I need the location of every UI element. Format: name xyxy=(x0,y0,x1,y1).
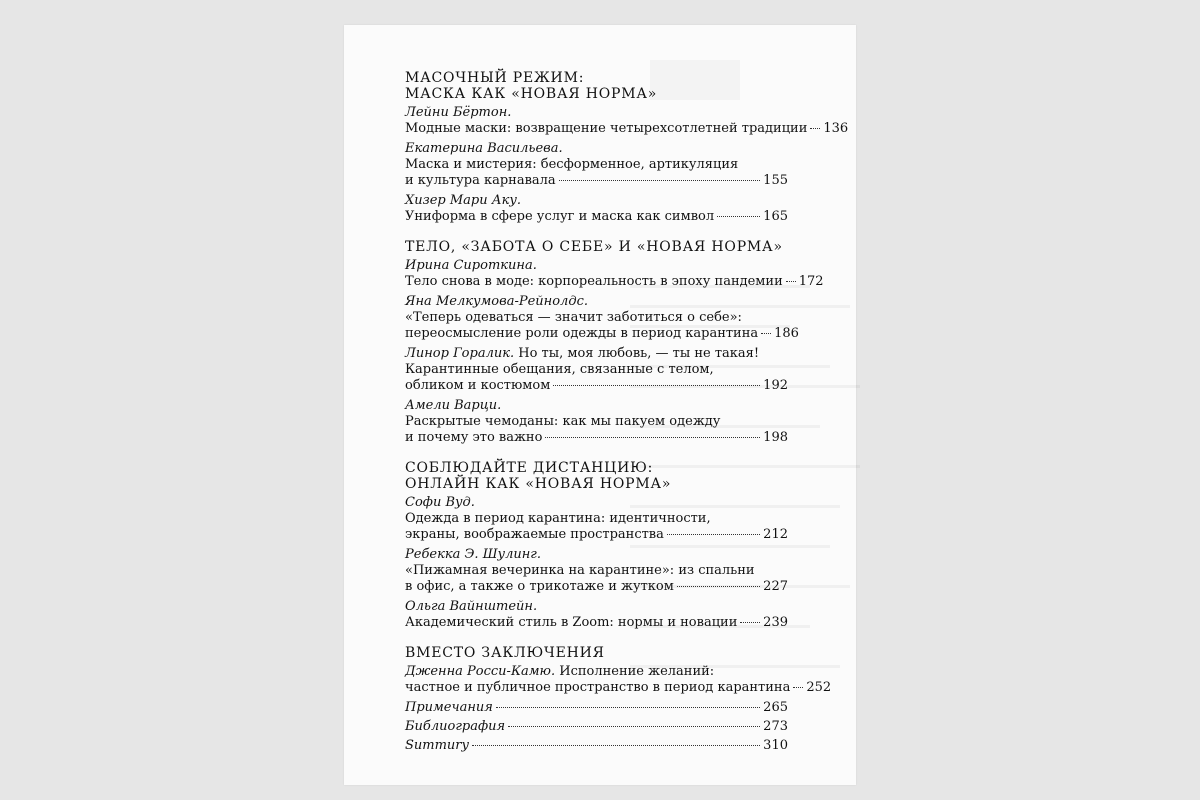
entry-author: Дженна Росси-Камю. xyxy=(405,664,556,679)
toc-entry[interactable] xyxy=(405,193,788,225)
section-gap xyxy=(405,229,788,239)
section-title-line: ОНЛАЙН КАК «НОВАЯ НОРМА» xyxy=(405,476,672,492)
entry-page-row xyxy=(405,680,832,696)
section-title-line: ВМЕСТО ЗАКЛЮЧЕНИЯ xyxy=(405,645,605,661)
entry-author: Амели Варци. xyxy=(405,398,502,413)
entry-title-start: Исполнение желаний: xyxy=(555,664,715,679)
toc-entry[interactable] xyxy=(405,495,788,543)
table-of-contents xyxy=(405,70,849,757)
entry-page-row xyxy=(405,378,788,394)
leader-dots xyxy=(508,726,760,727)
entry-title-last: и культура карнавала xyxy=(405,173,556,188)
leader-dots xyxy=(559,180,761,181)
entry-author-line xyxy=(405,294,788,310)
entry-title-last: переосмысление роли одежды в период карантина xyxy=(405,326,759,341)
entry-page-row xyxy=(405,430,788,446)
entry-page-row xyxy=(405,209,788,225)
entry-title-last: Модные маски: возвращение четырехсотлетней традиции xyxy=(405,121,808,136)
entry-page-row xyxy=(405,274,824,290)
entry-title-last: обликом и костюмом xyxy=(405,378,551,393)
entry-author: Софи Вуд. xyxy=(405,495,475,510)
entry-author: Лейни Бёртон. xyxy=(405,105,512,120)
entry-page-row xyxy=(405,121,849,137)
entry-title-last: Академический стиль в Zoom: нормы и новации xyxy=(405,615,738,630)
leader-dots xyxy=(677,586,760,587)
section-title xyxy=(405,460,788,492)
page-number: 165 xyxy=(763,209,788,224)
entry-author-line xyxy=(405,105,788,121)
section-title-line: ТЕЛО, «ЗАБОТА О СЕБЕ» И «НОВАЯ НОРМА» xyxy=(405,239,783,255)
leader-dots xyxy=(793,687,803,688)
entry-author: Линор Горалик. xyxy=(405,346,515,361)
section-title-line: МАСКА КАК «НОВАЯ НОРМА» xyxy=(405,86,658,102)
section-gap xyxy=(405,635,788,645)
section-title xyxy=(405,70,788,102)
toc-entry[interactable] xyxy=(405,398,788,446)
entry-author-line xyxy=(405,141,788,157)
entry-title-last: экраны, воображаемые пространства xyxy=(405,527,664,542)
entry-title-line: «Теперь одеваться — значит заботиться о себе»: xyxy=(405,310,742,325)
page-number: 172 xyxy=(798,274,824,289)
toc-entry[interactable] xyxy=(405,258,824,290)
section-gap xyxy=(405,450,788,460)
leader-dots xyxy=(740,622,760,623)
entry-author-line xyxy=(405,258,788,274)
entry-author-line xyxy=(405,346,788,362)
entry-title-last: Тело снова в моде: корпореальность в эпоху пандемии xyxy=(405,274,783,289)
toc-entry[interactable] xyxy=(405,141,788,189)
leader-dots xyxy=(810,128,820,129)
entry-title-last: и почему это важно xyxy=(405,430,543,445)
entry-author: Яна Мелкумова-Рейнолдс. xyxy=(405,294,588,309)
page-number: 273 xyxy=(763,719,788,734)
section-title xyxy=(405,645,788,661)
entry-author-line xyxy=(405,495,788,511)
entry-page-row xyxy=(405,615,788,631)
entry-title-last: в офис, а также о трикотаже и жутком xyxy=(405,579,674,594)
backmatter-label: Summury xyxy=(405,738,469,753)
entry-title-line: «Пижамная вечеринка на карантине»: из спальни xyxy=(405,563,755,578)
entry-author: Ирина Сироткина. xyxy=(405,258,537,273)
entry-author-line xyxy=(405,599,788,615)
page-number: 265 xyxy=(763,700,788,715)
page-number: 136 xyxy=(823,121,849,136)
entry-author: Хизер Мари Аку. xyxy=(405,193,522,208)
entry-title-line: Одежда в период карантина: идентичности, xyxy=(405,511,711,526)
section-title-line: СОБЛЮДАЙТЕ ДИСТАНЦИЮ: xyxy=(405,460,654,476)
toc-entry[interactable] xyxy=(405,547,788,595)
section-title xyxy=(405,239,788,255)
toc-entry[interactable] xyxy=(405,599,788,631)
leader-dots xyxy=(553,385,760,386)
page-number: 186 xyxy=(774,326,799,341)
entry-page-row xyxy=(405,326,799,342)
leader-dots xyxy=(545,437,760,438)
backmatter-row[interactable] xyxy=(405,700,788,716)
entry-page-row xyxy=(405,579,788,595)
entry-title-line: Карантинные обещания, связанные с телом, xyxy=(405,362,714,377)
entry-title-line: Маска и мистерия: бесформенное, артикуляция xyxy=(405,157,739,172)
entry-author: Ребекка Э. Шулинг. xyxy=(405,547,541,562)
page-number: 192 xyxy=(763,378,788,393)
entry-author-line xyxy=(405,547,788,563)
page-number: 155 xyxy=(763,173,788,188)
entry-author: Ольга Вайнштейн. xyxy=(405,599,538,614)
page-number: 212 xyxy=(763,527,788,542)
page-number: 198 xyxy=(763,430,788,445)
toc-entry[interactable] xyxy=(405,346,788,394)
leader-dots xyxy=(496,707,760,708)
page-number: 252 xyxy=(806,680,832,695)
entry-title-start: Но ты, моя любовь, — ты не такая! xyxy=(514,346,760,361)
page-number: 239 xyxy=(763,615,788,630)
backmatter-label: Библиография xyxy=(405,719,506,734)
entry-author: Екатерина Васильева. xyxy=(405,141,563,156)
section-title-line: МАСОЧНЫЙ РЕЖИМ: xyxy=(405,70,585,86)
leader-dots xyxy=(472,745,760,746)
page-number: 310 xyxy=(763,738,788,753)
entry-author-line xyxy=(405,193,788,209)
entry-title-line: Раскрытые чемоданы: как мы пакуем одежду xyxy=(405,414,721,429)
entry-title-last: Униформа в сфере услуг и маска как символ xyxy=(405,209,715,224)
page-number: 227 xyxy=(763,579,788,594)
leader-dots xyxy=(786,281,796,282)
backmatter-row[interactable] xyxy=(405,719,788,735)
leader-dots xyxy=(761,333,771,334)
leader-dots xyxy=(667,534,760,535)
entry-author-line xyxy=(405,398,788,414)
toc-entry[interactable] xyxy=(405,294,799,342)
backmatter-row[interactable] xyxy=(405,738,788,754)
toc-entry[interactable] xyxy=(405,664,832,696)
entry-title-last: частное и публичное пространство в период карантина xyxy=(405,680,791,695)
backmatter-label: Примечания xyxy=(405,700,493,715)
toc-entry[interactable] xyxy=(405,105,849,137)
entry-page-row xyxy=(405,173,788,189)
entry-page-row xyxy=(405,527,788,543)
leader-dots xyxy=(717,216,760,217)
entry-author-line xyxy=(405,664,788,680)
